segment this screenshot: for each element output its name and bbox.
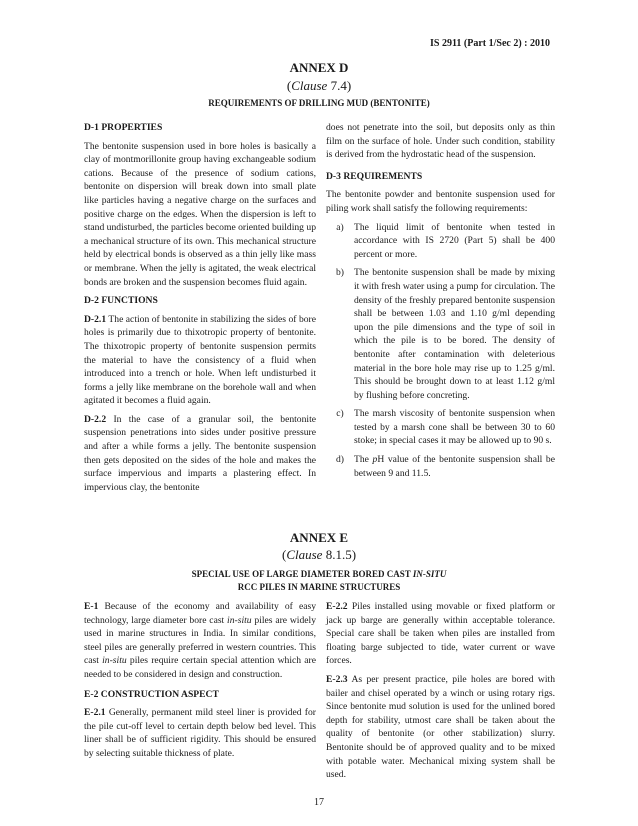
e1-italic: in-situ [227,614,252,626]
paren-close: ) [346,78,352,93]
list-item [326,407,555,448]
d2-heading: D-2 FUNCTIONS [84,295,158,307]
e22-paragraph [326,600,555,668]
item-text: The bentonite suspension shall be made by mixing it with fresh water using a pump for circulation. The density of the freshly prepared bentonite suspension shall be between 1.03 and 1.10 g/ml depending upon the pile dimensions and the type of soil in which the pile is to be bored. The density of bentonite after contamination with deleterious material in the bore hole may rise up to 1.25 g/ml. This should be brought down to at least 1.12 g/ml by flushing before concreting. [354,267,555,401]
annex-e-subtitle [0,568,638,594]
item-label: d) [336,454,344,466]
item-label: a) [336,221,344,233]
d1-heading: D-1 PROPERTIES [84,122,163,133]
d21-number: D-2.1 [84,313,107,325]
item-text-italic: p [372,454,378,466]
d22-paragraph [84,413,316,495]
d1-paragraph: The bentonite suspension used in bore holes is basically a clay of montmorillonite group having exchangeable sodium cations. Because of the presence of sodium cations, bentonite on dispersion will break down into small plate like particles having a negative charge on the surfaces and positive charge on the edges. When the dispersion is left to stand undisturbed, the particles become oriented building up a mechanical structure of its own. This mechanical structure held by electrical bonds is observed as a thin jelly like mass or membrane. When the jelly is agitated, the weak electrical bonds are broken and the suspension becomes fluid again. [84,140,316,288]
e22-number: E-2.2 [326,601,348,612]
d3-intro: The bentonite powder and bentonite suspension used for piling work shall satisfy the following requirements: [326,189,555,214]
d21-paragraph [84,313,316,408]
list-item [326,221,555,262]
d22-text: In the case of a granular soil, the bentonite suspension penetrations into sides under positive pressure and after a while forms a jelly. The bentonite suspension then gets deposited on the sides of the hole and makes the surface impervious and imparts a plastering effect. In impervious clay, the bentonite [84,413,316,493]
requirements-list [326,221,555,481]
e1-paragraph [84,600,316,682]
d22-number: D-2.2 [84,413,107,425]
clause-word: Clause [291,78,328,93]
e2-heading: E-2 CONSTRUCTION ASPECT [84,688,219,700]
annex-d-subtitle: REQUIREMENTS OF DRILLING MUD (BENTONITE) [208,98,430,108]
subtitle-text: SPECIAL USE OF LARGE DIAMETER BORED CAST [191,569,413,579]
paren-open: ( [286,78,292,93]
e23-number: E-2.3 [326,673,348,685]
paren-open: ( [281,547,287,562]
clause-word: Clause [286,547,323,562]
clause-number: 7.4 [330,78,347,93]
annex-e-right-column [326,600,555,787]
e1-text: piles require certain special attention which are needed to be considered in design and construction. [84,655,316,680]
d3-heading: D-3 REQUIREMENTS [326,170,423,182]
d21-text: The action of bentonite in stabilizing the sides of bore holes is primarily due to thixotropic property of bentonite. The thixotropic property of bentonite suspension permits the material to have the consistency of a fluid when introduced into a trench or hole. When left undisturbed it forms a jelly like membrane on the borehole wall and when agitated it becomes a fluid again. [84,313,316,407]
annex-e-left-column [84,600,316,766]
e22-text: Piles installed using movable or fixed platform or jack up barge are generally within acceptable tolerance. Special care shall be taken when piles are installed from floating barge subjected to tide, water current or wave forces. [326,601,555,667]
e1-text: piles are widely used in marine structures in India. In similar conditions, steel piles are generally preferred in western countries. This cast [84,614,316,667]
annex-e-clause [0,547,638,563]
subtitle-italic: IN-SITU [412,569,447,579]
e21-number: E-2.1 [84,707,106,719]
clause-number: 8.1.5 [325,547,352,562]
paren-close: ) [351,547,357,562]
item-text [354,453,555,480]
item-text-part: H value of the bentonite suspension shall be between 9 and 11.5. [354,454,555,479]
e23-paragraph [326,673,555,782]
e21-paragraph [84,706,316,760]
item-text: The liquid limit of bentonite when tested in accordance with IS 2720 (Part 5) shall be 400 percent or more. [354,221,555,260]
e21-text: Generally, permanent mild steel liner is provided for the pile cut-off level to certain depth below bed level. This liner shall be of sufficient rigidity. This should be ensured by selecting suitable thickness of plate. [84,707,316,759]
annex-d-right-column [326,121,555,485]
item-label: c) [336,408,344,420]
e1-text: Because of the economy and availability of easy technology, large diameter bore cast [84,601,316,626]
annex-d-left-column [84,121,316,499]
e1-number: E-1 [84,601,99,612]
item-text-part: The [354,454,373,466]
standard-reference: IS 2911 (Part 1/Sec 2) : 2010 [430,38,550,49]
subtitle-line-1 [0,568,638,581]
subtitle-line-2: RCC PILES IN MARINE STRUCTURES [237,582,401,592]
list-item [326,266,555,402]
annex-d-clause [0,78,638,94]
annex-d-title: ANNEX D [289,60,349,75]
item-text: The marsh viscosity of bentonite suspension when tested by a marsh cone shall be between 30 to 60 stoke; in special cases it may be allowed up to 90 s. [354,408,555,447]
item-label: b) [336,267,344,279]
annex-e-title: ANNEX E [289,530,349,545]
page-number: 17 [314,797,324,808]
list-item [326,453,555,480]
d22-continuation: does not penetrate into the soil, but deposits only as thin film on the surface of hole. Under such condition, stability is derived from the hydrostatic head of the suspension. [326,122,555,161]
e23-text: As per present practice, pile holes are bored with bailer and chisel operated by a winch or using rotary rigs. Since bentonite mud solution is used for the unlined bored depth for stability, utmost care shall be taken about the quality of bentonite (or other stabilization) slurry. Bentonite should be of approved quality and to be mixed with potable water. Mechanical mixing system shall be used. [326,673,555,781]
e1-italic: in-situ [102,655,127,667]
